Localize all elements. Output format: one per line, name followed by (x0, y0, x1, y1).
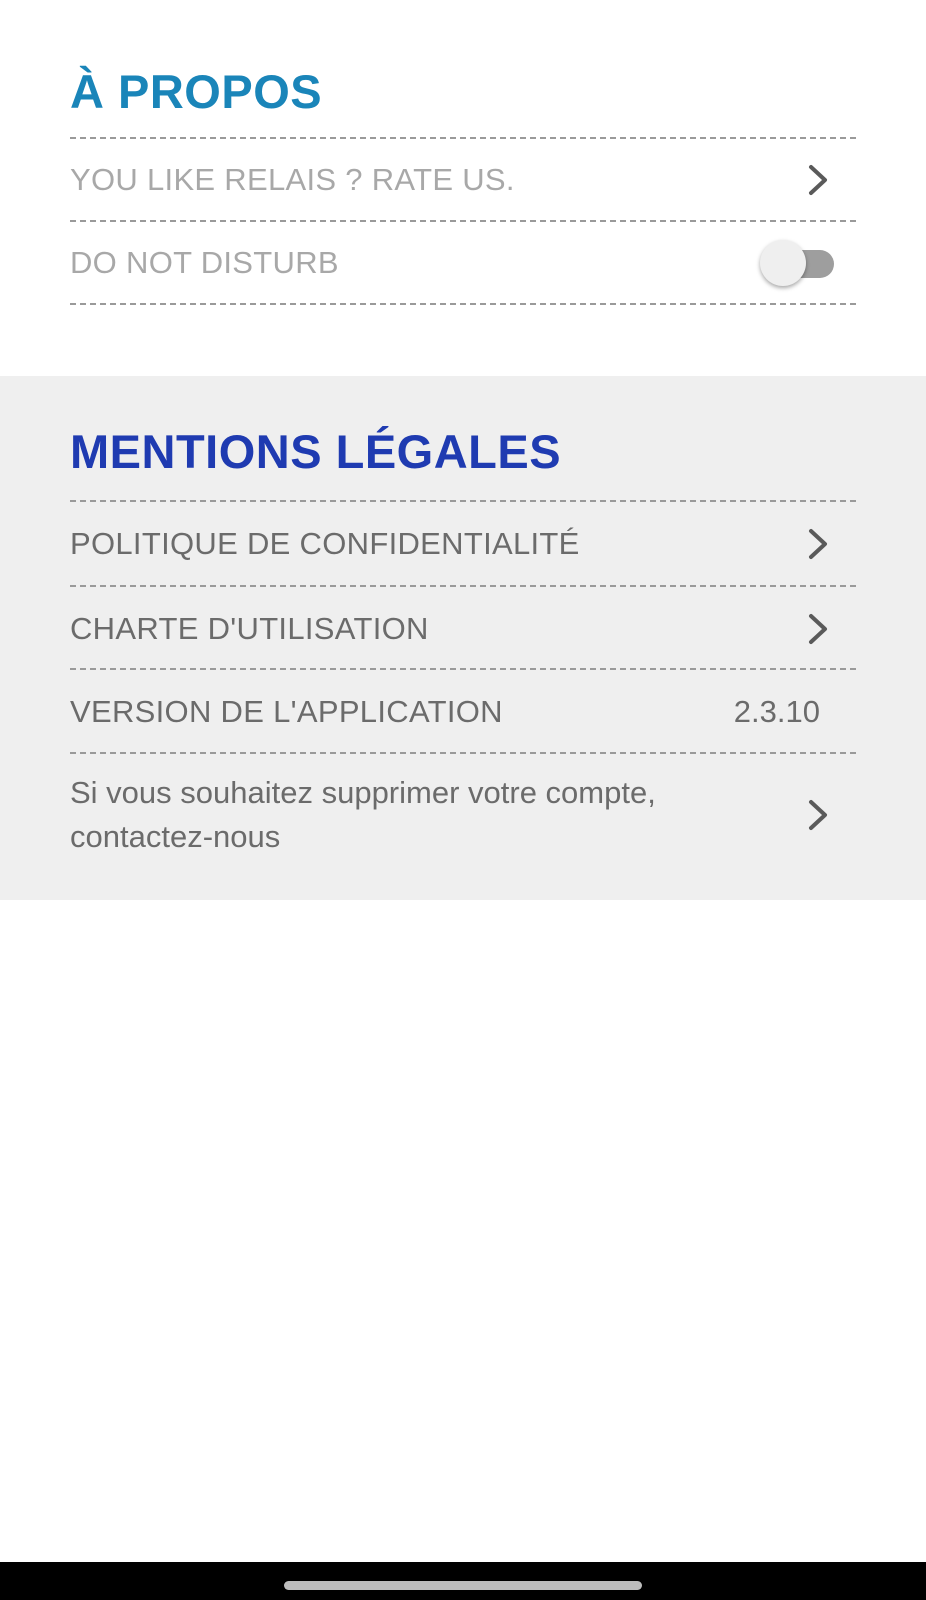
delete-account-row[interactable] (70, 756, 856, 874)
divider (70, 220, 856, 222)
rate-us-row[interactable] (70, 140, 856, 220)
system-navigation-bar (0, 1562, 926, 1600)
chevron-right-icon (798, 524, 838, 564)
do-not-disturb-toggle[interactable] (760, 238, 836, 288)
do-not-disturb-label: DO NOT DISTURB (70, 245, 339, 280)
chevron-right-icon (798, 160, 838, 200)
home-indicator[interactable] (284, 1581, 642, 1590)
divider (70, 668, 856, 670)
about-title: À PROPOS (70, 65, 323, 118)
toggle-thumb (760, 240, 806, 286)
divider (70, 500, 856, 502)
divider (70, 137, 856, 139)
chevron-right-icon (798, 609, 838, 649)
app-version-value: 2.3.10 (733, 694, 820, 729)
about-section (0, 0, 926, 376)
chevron-right-icon (798, 795, 838, 835)
usage-charter-row[interactable] (70, 588, 856, 670)
legal-title: MENTIONS LÉGALES (70, 425, 562, 478)
app-version-label: VERSION DE L'APPLICATION (70, 694, 503, 729)
rate-us-label: YOU LIKE RELAIS ? RATE US. (70, 162, 515, 197)
do-not-disturb-row (70, 223, 856, 303)
divider (70, 752, 856, 754)
legal-section (0, 376, 926, 900)
privacy-policy-label: POLITIQUE DE CONFIDENTIALITÉ (70, 526, 580, 561)
delete-account-label: Si vous souhaitez supprimer votre compte, contactez-nous (70, 775, 656, 854)
divider (70, 303, 856, 305)
app-version-row (70, 671, 856, 753)
divider (70, 585, 856, 587)
usage-charter-label: CHARTE D'UTILISATION (70, 611, 429, 646)
privacy-policy-row[interactable] (70, 503, 856, 585)
